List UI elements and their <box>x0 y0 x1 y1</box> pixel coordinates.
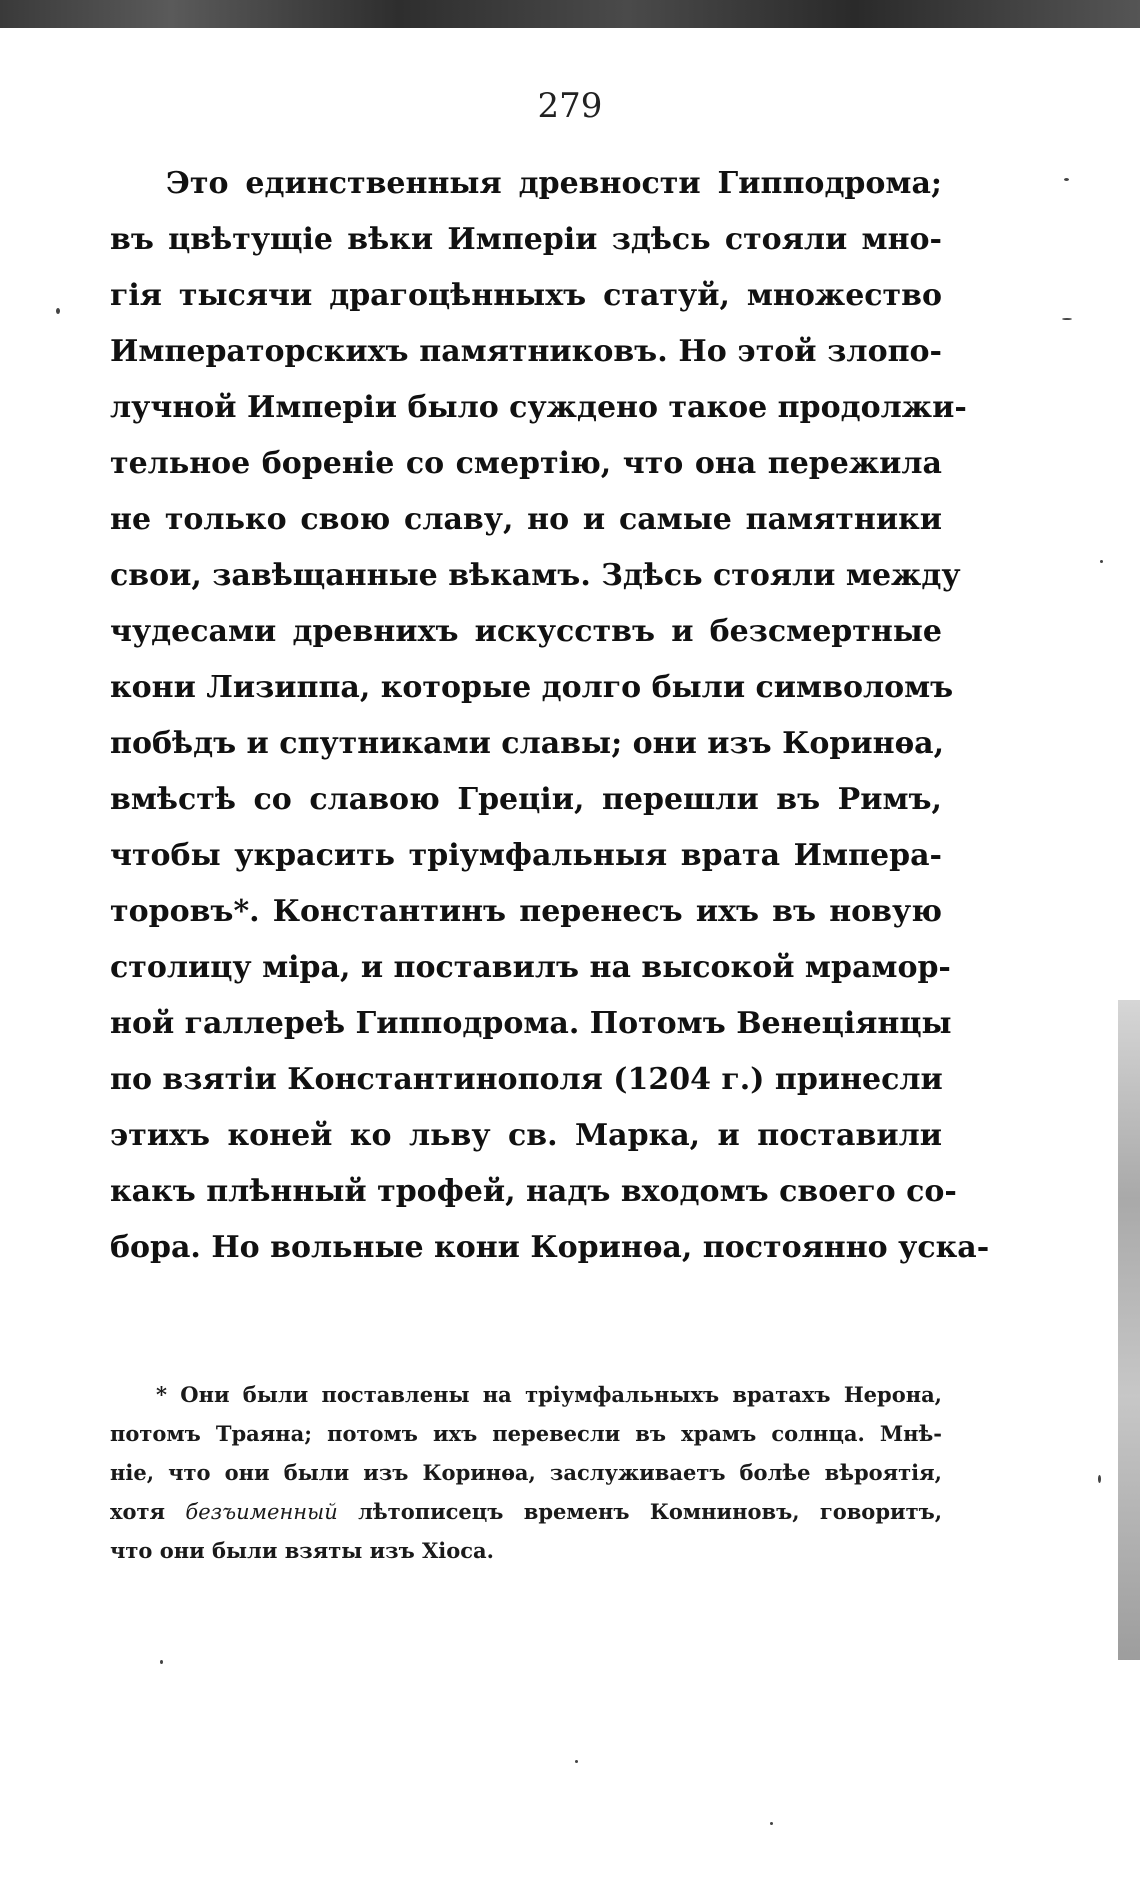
footnote-italic-word: безъименный <box>185 1500 338 1524</box>
body-line: чтобы украсить тріумфальныя врата Импера- <box>110 838 942 873</box>
body-line: тельное бореніе со смертію, что она пережила <box>110 446 942 481</box>
scan-speck <box>160 1660 163 1664</box>
body-line: по взятіи Константинополя (1204 г.) принесли <box>110 1062 943 1097</box>
scan-speck <box>770 1822 773 1825</box>
body-line: какъ плѣнный трофей, надъ входомъ своего со- <box>110 1174 957 1209</box>
footnote-line: что они были взяты изъ Хіоса. <box>110 1538 494 1563</box>
scan-speck <box>1100 560 1103 563</box>
body-line: не только свою славу, но и самые памятники <box>110 502 942 537</box>
body-line: гія тысячи драгоцѣнныхъ статуй, множество <box>110 278 942 313</box>
footnote-line-prefix: хотя <box>110 1499 166 1524</box>
body-line: ной галлереѣ Гипподрома. Потомъ Венеціянцы <box>110 1006 952 1041</box>
scan-speck <box>56 308 60 314</box>
footnote-line: * Они были поставлены на тріумфальныхъ вратахъ Нерона, <box>156 1382 942 1407</box>
body-line: лучной Имперіи было суждено такое продолжи- <box>110 390 967 425</box>
scan-speck <box>1062 318 1072 320</box>
footnote-line <box>110 1492 942 1531</box>
body-line: вмѣстѣ со славою Греціи, перешли въ Римъ, <box>110 782 942 817</box>
page-number: 279 <box>537 86 603 126</box>
body-text <box>110 156 990 1276</box>
scan-speck <box>1098 1475 1101 1483</box>
body-line: чудесами древнихъ искусствъ и безсмертные <box>110 614 942 649</box>
scan-right-edge <box>1118 1000 1140 1660</box>
body-line: торовъ*. Константинъ перенесъ ихъ въ новую <box>110 894 942 929</box>
body-line: въ цвѣтущіе вѣки Имперіи здѣсь стояли мно- <box>110 222 942 257</box>
scan-speck <box>1064 178 1069 181</box>
body-line: столицу міра, и поставилъ на высокой мрамор- <box>110 950 951 985</box>
body-line: свои, завѣщанные вѣкамъ. Здѣсь стояли между <box>110 558 961 593</box>
footnote-line: потомъ Траяна; потомъ ихъ перевесли въ храмъ солнца. Мнѣ- <box>110 1421 942 1446</box>
body-line: кони Лизиппа, которые долго были символомъ <box>110 670 954 705</box>
body-line: Императорскихъ памятниковъ. Но этой злопо- <box>110 334 942 369</box>
body-line: этихъ коней ко льву св. Марка, и поставили <box>110 1118 942 1153</box>
scan-top-edge <box>0 0 1140 28</box>
body-line: бора. Но вольные кони Коринѳа, постоянно уска- <box>110 1230 990 1265</box>
scan-speck <box>575 1760 578 1763</box>
body-line: Это единственныя древности Гипподрома; <box>166 166 942 201</box>
footnote-line: ніе, что они были изъ Коринѳа, заслуживаетъ болѣе вѣроятія, <box>110 1460 942 1485</box>
footnote <box>110 1375 942 1570</box>
body-line: побѣдъ и спутниками славы; они изъ Коринѳа, <box>110 726 945 761</box>
footnote-line-suffix: лѣтописецъ временъ Комниновъ, говоритъ, <box>358 1499 943 1524</box>
